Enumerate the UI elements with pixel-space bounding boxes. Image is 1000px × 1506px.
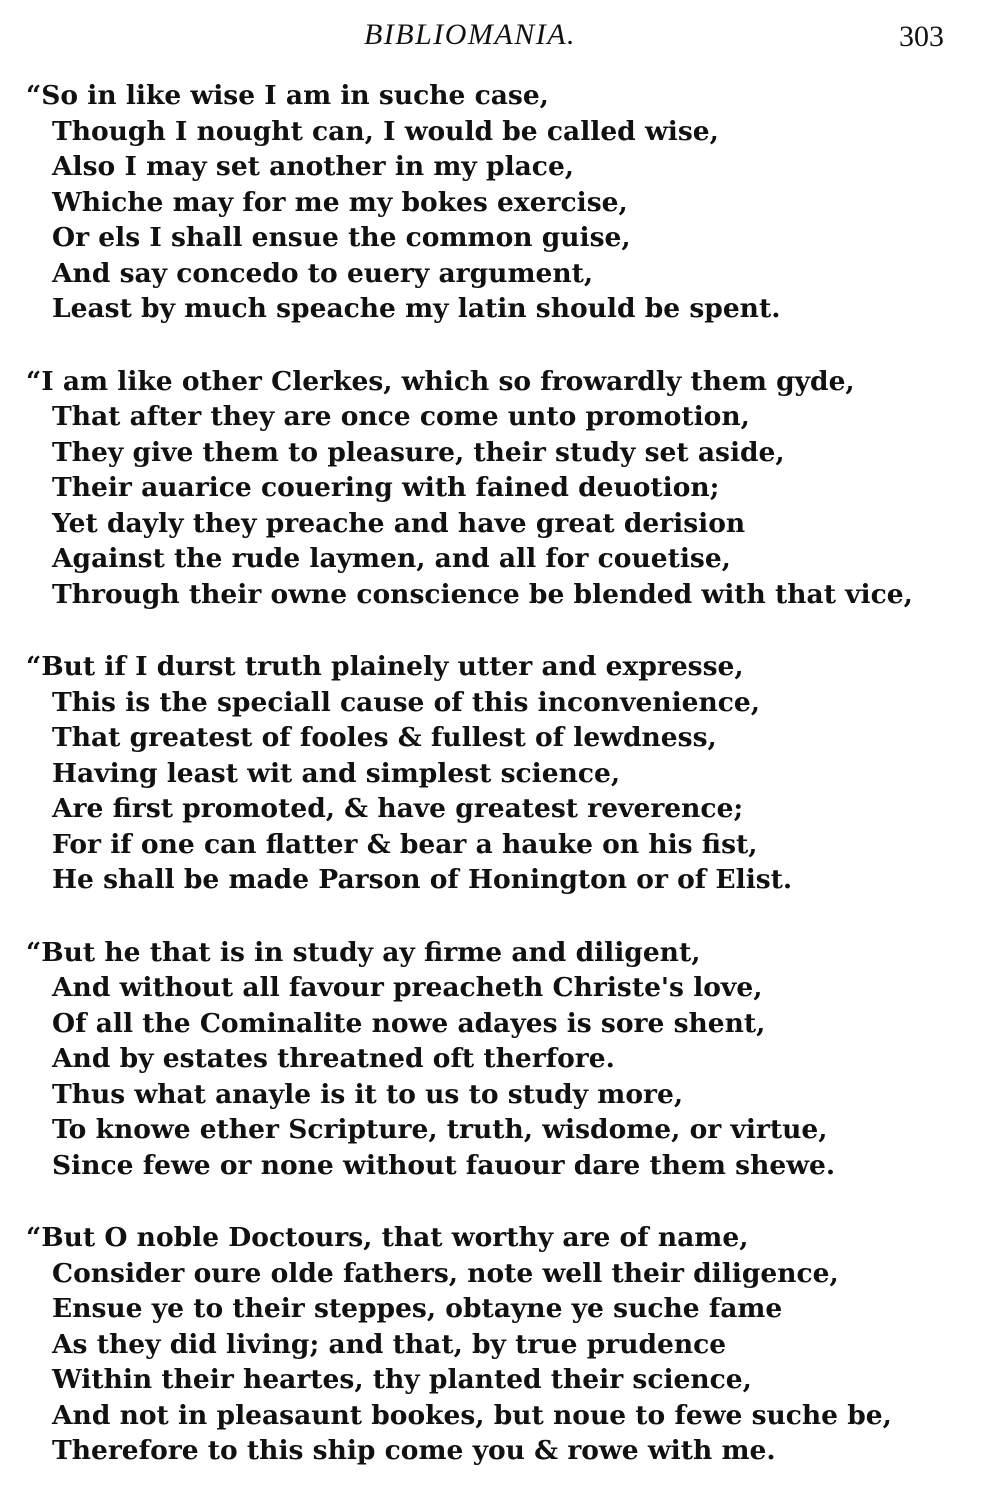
verse-line: That greatest of fooles & fullest of lewdness, (52, 722, 717, 753)
stanza (26, 935, 966, 1184)
verse-line: Also I may set another in my place, (52, 151, 575, 182)
verse-line: And by estates threatned oft therfore. (52, 1043, 615, 1074)
stanza (26, 78, 966, 327)
verse-line: Least by much speache my latin should be spent. (52, 293, 781, 324)
verse-line: And not in pleasaunt bookes, but noue to fewe suche be, (52, 1399, 892, 1431)
verse-line: Against the rude laymen, and all for couetise, (52, 543, 731, 574)
verse-line: For if one can flatter & bear a hauke on his fist, (52, 828, 758, 860)
verse-line: And without all favour preacheth Christe's love, (52, 972, 763, 1003)
verse-line: Are first promoted, & have greatest reverence; (52, 793, 744, 824)
verse-line: “But O noble Doctours, that worthy are of name, (26, 1222, 749, 1253)
verse-line: As they did living; and that, by true prudence (52, 1328, 727, 1360)
page-number: 303 (899, 20, 944, 53)
verse-line: Thus what anayle is it to us to study more, (52, 1078, 684, 1110)
verse-line: Their auarice couering with fained deuotion; (52, 472, 720, 503)
stanza (26, 364, 966, 613)
stanza (26, 1220, 966, 1469)
stanza (26, 649, 966, 898)
verse-line: “But he that is in study ay firme and diligent, (26, 936, 701, 968)
poem-body (26, 78, 966, 1506)
verse-line: That after they are once come unto promotion, (52, 401, 750, 432)
verse-line: Having least wit and simplest science, (52, 757, 621, 789)
verse-line: “So in like wise I am in suche case, (26, 80, 549, 111)
verse-line: Though I nought can, I would be called wise, (52, 115, 719, 147)
verse-line: “I am like other Clerkes, which so frowardly them gyde, (26, 365, 855, 397)
running-title: BIBLIOMANIA. (363, 18, 577, 51)
verse-line: Consider oure olde fathers, note well their diligence, (52, 1257, 839, 1289)
verse-line: Yet dayly they preache and have great derision (52, 507, 746, 539)
verse-line: They give them to pleasure, their study set aside, (52, 436, 785, 468)
verse-line: He shall be made Parson of Honington or of Elist. (52, 864, 793, 895)
verse-line: “But if I durst truth plainely utter and expresse, (26, 651, 744, 682)
verse-line: Ensue ye to their steppes, obtayne ye suche fame (52, 1293, 783, 1324)
verse-line: And say concedo to euery argument, (52, 257, 594, 289)
verse-line: Therefore to this ship come you & rowe with me. (52, 1435, 776, 1466)
verse-line: To knowe ether Scripture, truth, wisdome, or virtue, (52, 1114, 828, 1145)
verse-line: This is the speciall cause of this inconvenience, (52, 686, 760, 718)
verse-line: Of all the Cominalite nowe adayes is sore shent, (52, 1007, 766, 1039)
verse-line: Since fewe or none without fauour dare them shewe. (52, 1149, 836, 1181)
verse-line: Within their heartes, thy planted their science, (52, 1364, 752, 1395)
verse-line: Or els I shall ensue the common guise, (52, 222, 631, 253)
running-head (0, 14, 1000, 60)
verse-line: Through their owne conscience be blended with that vice, (52, 578, 913, 610)
verse-line: Whiche may for me my bokes exercise, (52, 186, 628, 218)
